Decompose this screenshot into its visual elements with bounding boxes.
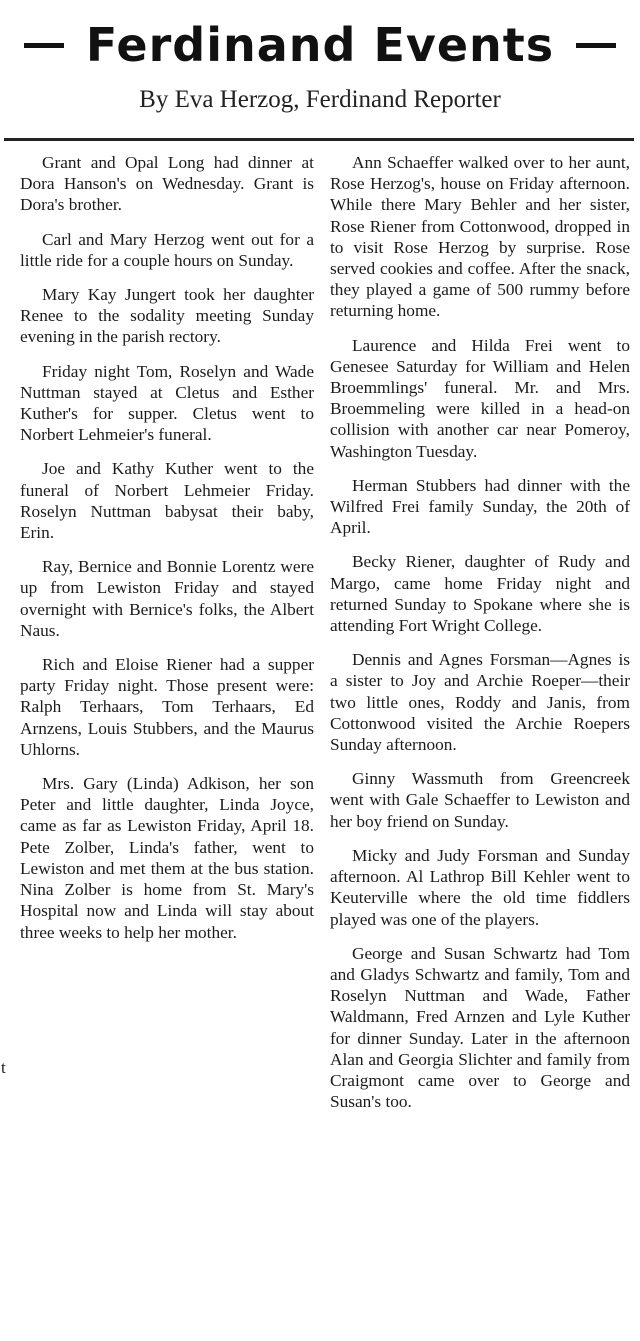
news-item: Ann Schaeffer walked over to her aunt, Rose Herzog's, house on Friday afternoon. While there Mary Behler and her sister, Rose Riener from Cottonwood, dropped in to visit Rose Herzog by surprise. Rose served cookies and coffee. After the snack, they played a game of 500 rummy before returning home.	[330, 153, 630, 321]
news-item: Joe and Kathy Kuther went to the funeral of Norbert Lehmeier Friday. Roselyn Nuttman babysat their baby, Erin.	[20, 459, 314, 543]
header-divider	[4, 138, 634, 141]
left-column	[20, 152, 314, 943]
news-item: Herman Stubbers had dinner with the Wilfred Frei family Sunday, the 20th of April.	[330, 475, 630, 538]
news-item: Becky Riener, daughter of Rudy and Margo, came home Friday night and returned Sunday to Spokane where she is attending Fort Wright College.	[330, 552, 630, 636]
news-item: Ray, Bernice and Bonnie Lorentz were up from Lewiston Friday and stayed overnight with Bernice's folks, the Albert Naus.	[20, 557, 314, 640]
news-item: Micky and Judy Forsman and Sunday afternoon. Al Lathrop Bill Kehler went to Keuterville where the old time fiddlers played was one of the players.	[330, 845, 630, 929]
headline-right-dash	[576, 43, 616, 48]
news-item: Mary Kay Jungert took her daughter Renee to the sodality meeting Sunday evening in the parish rectory.	[20, 285, 314, 347]
margin-mark: t	[1, 1058, 6, 1077]
byline: By Eva Herzog, Ferdinand Reporter	[139, 86, 501, 113]
news-item: Carl and Mary Herzog went out for a little ride for a couple hours on Sunday.	[20, 229, 314, 270]
headline-left-dash	[24, 43, 64, 48]
headline	[0, 10, 640, 80]
news-item: Friday night Tom, Roselyn and Wade Nuttman stayed at Cletus and Esther Kuther's for supper. Cletus went to Norbert Lehmeier's funeral.	[20, 361, 314, 445]
news-item: Ginny Wassmuth from Greencreek went with Gale Schaeffer to Lewiston and her boy friend on Sunday.	[330, 769, 630, 831]
news-item: Laurence and Hilda Frei went to Genesee Saturday for William and Helen Broemmlings' funeral. Mr. and Mrs. Broemmeling were killed in a head-on collision with another car near Pomeroy, Washington Tuesday.	[330, 335, 630, 461]
news-item: Rich and Eloise Riener had a supper party Friday night. Those present were: Ralph Terhaars, Tom Terhaars, Ed Arnzens, Louis Stubbers, and the Maurus Uhlorns.	[20, 655, 314, 759]
page-title: Ferdinand Events	[85, 18, 555, 72]
right-column	[330, 152, 630, 1112]
news-item: Mrs. Gary (Linda) Adkison, her son Peter and little daughter, Linda Joyce, came as far as Lewiston Friday, April 18. Pete Zolber, Linda's father, went to Lewiston and met them at the bus station. Nina Zolber is home from St. Mary's Hospital now and Linda will stay about three weeks to help her mother.	[20, 774, 314, 942]
news-item: George and Susan Schwartz had Tom and Gladys Schwartz and family, Tom and Roselyn Nuttman and Wade, Father Waldmann, Fred Arnzen and Lyle Kuther for dinner Sunday. Later in the afternoon Alan and Georgia Slichter and family from Craigmont came over to George and Susan's too.	[330, 943, 630, 1112]
news-item: Dennis and Agnes Forsman—Agnes is a sister to Joy and Archie Roeper—their two little ones, Roddy and Janis, from Cottonwood visited the Archie Roepers Sunday afternoon.	[330, 650, 630, 755]
news-item: Grant and Opal Long had dinner at Dora Hanson's on Wednesday. Grant is Dora's brother.	[20, 153, 314, 215]
